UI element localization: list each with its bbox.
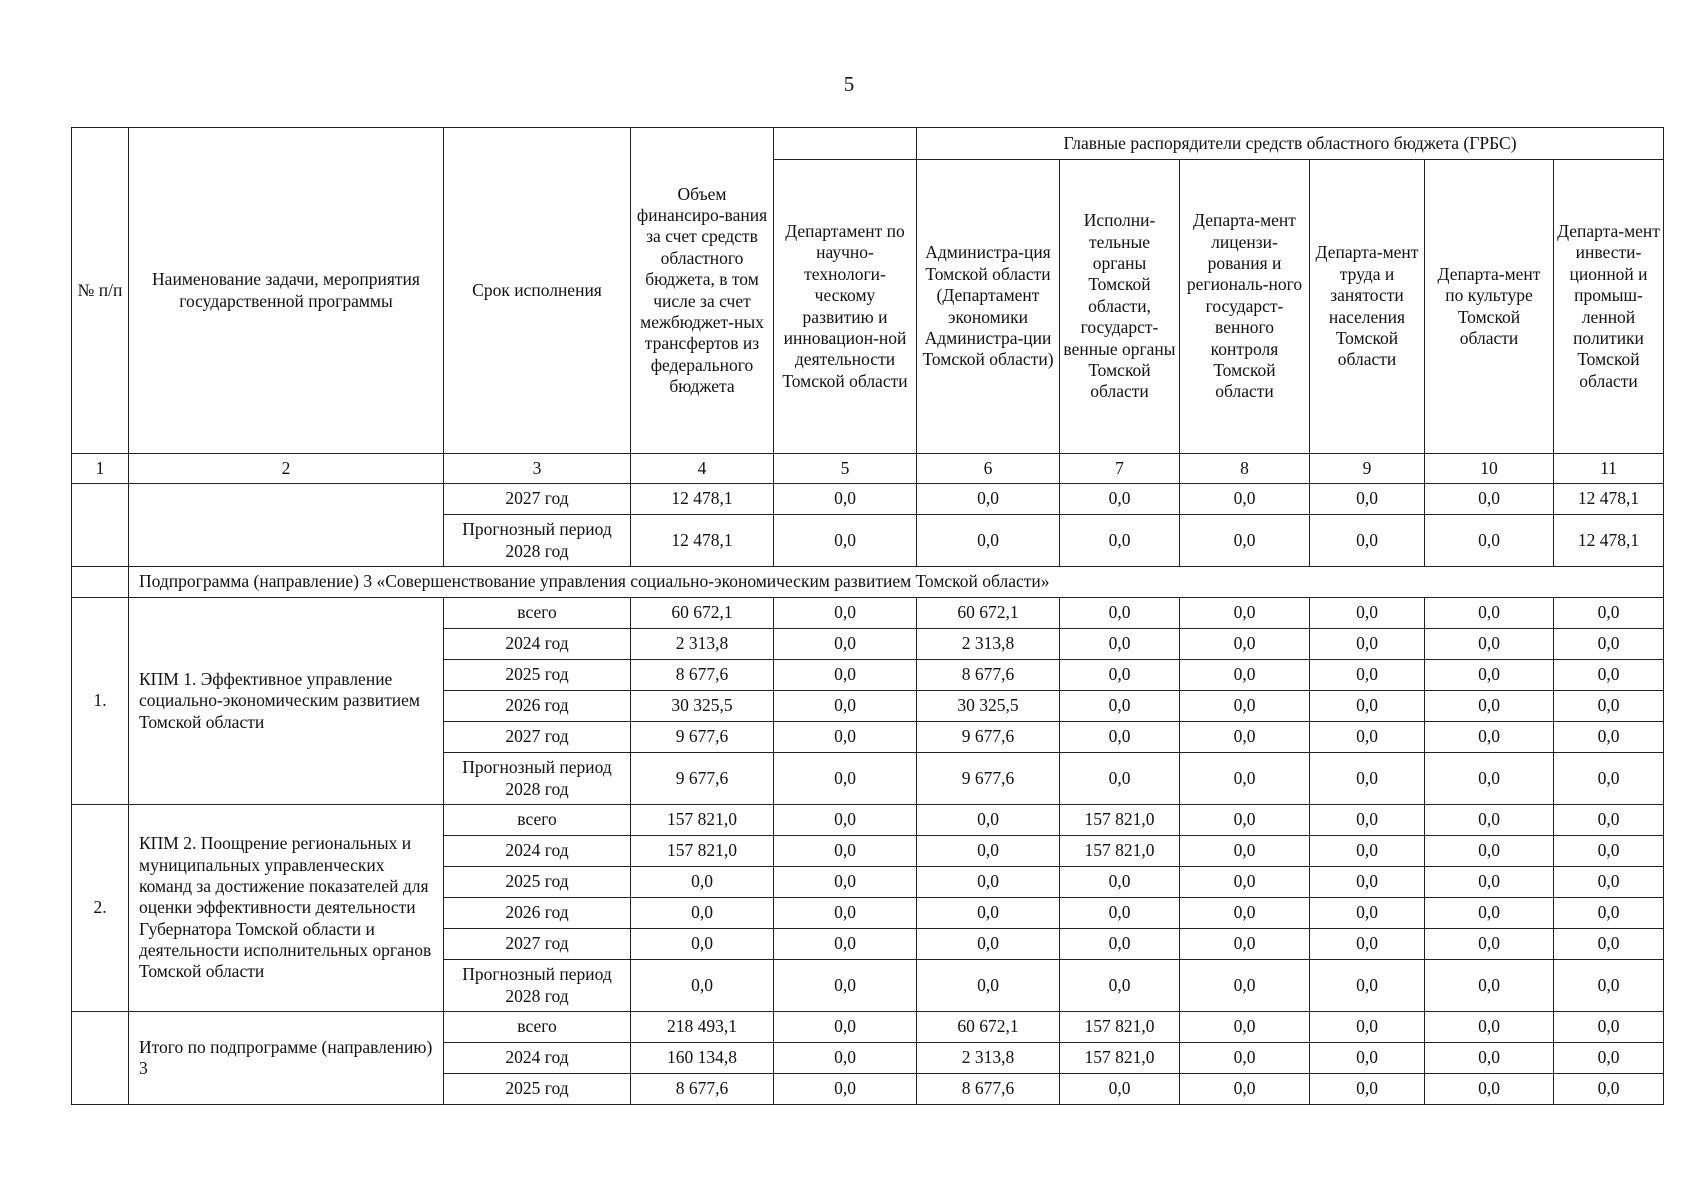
value-cell: 12 478,1 bbox=[1554, 515, 1664, 567]
value-cell: 0,0 bbox=[1180, 1043, 1310, 1074]
value-cell: 0,0 bbox=[1425, 898, 1554, 929]
value-cell: 0,0 bbox=[774, 1074, 917, 1105]
header-name: Наименование задачи, мероприятия государственной программы bbox=[129, 128, 444, 454]
value-cell: 0,0 bbox=[774, 753, 917, 805]
value-cell: 0,0 bbox=[774, 929, 917, 960]
value-cell: 0,0 bbox=[1425, 1012, 1554, 1043]
value-cell: 0,0 bbox=[1060, 753, 1180, 805]
value-cell: 0,0 bbox=[1180, 805, 1310, 836]
measure-name: КПМ 1. Эффективное управление социально-экономическим развитием Томской области bbox=[129, 598, 444, 805]
value-cell: 12 478,1 bbox=[631, 515, 774, 567]
value-cell: 157 821,0 bbox=[1060, 1043, 1180, 1074]
table-row bbox=[72, 598, 1664, 629]
value-cell: 0,0 bbox=[1180, 753, 1310, 805]
column-numbers-row bbox=[72, 454, 1664, 484]
column-number: 4 bbox=[631, 454, 774, 484]
value-cell: 0,0 bbox=[1554, 960, 1664, 1012]
value-cell: 0,0 bbox=[1060, 484, 1180, 515]
term-cell: 2027 год bbox=[444, 929, 631, 960]
column-number: 9 bbox=[1310, 454, 1425, 484]
value-cell: 0,0 bbox=[1180, 722, 1310, 753]
value-cell: 0,0 bbox=[917, 805, 1060, 836]
term-cell: 2025 год bbox=[444, 660, 631, 691]
value-cell: 0,0 bbox=[1554, 805, 1664, 836]
value-cell: 0,0 bbox=[1425, 960, 1554, 1012]
value-cell: 0,0 bbox=[774, 484, 917, 515]
value-cell: 0,0 bbox=[631, 867, 774, 898]
value-cell: 0,0 bbox=[1060, 629, 1180, 660]
value-cell: 0,0 bbox=[1554, 867, 1664, 898]
value-cell: 0,0 bbox=[1425, 691, 1554, 722]
value-cell: 157 821,0 bbox=[1060, 836, 1180, 867]
value-cell: 60 672,1 bbox=[917, 598, 1060, 629]
value-cell: 0,0 bbox=[1310, 1074, 1425, 1105]
value-cell: 218 493,1 bbox=[631, 1012, 774, 1043]
term-cell: 2027 год bbox=[444, 722, 631, 753]
value-cell: 0,0 bbox=[1554, 722, 1664, 753]
value-cell: 160 134,8 bbox=[631, 1043, 774, 1074]
value-cell: 0,0 bbox=[1425, 867, 1554, 898]
row-number: 2. bbox=[72, 805, 129, 1012]
row-number bbox=[72, 1012, 129, 1105]
value-cell: 0,0 bbox=[1310, 515, 1425, 567]
value-cell: 0,0 bbox=[1554, 598, 1664, 629]
page-number: 5 bbox=[843, 72, 855, 96]
value-cell: 0,0 bbox=[1425, 836, 1554, 867]
value-cell: 0,0 bbox=[1554, 1012, 1664, 1043]
value-cell: 0,0 bbox=[1060, 867, 1180, 898]
term-cell: Прогнозный период 2028 год bbox=[444, 753, 631, 805]
term-cell: всего bbox=[444, 805, 631, 836]
value-cell: 0,0 bbox=[1425, 929, 1554, 960]
header-col-10: Департа-мент по культуре Томской области bbox=[1425, 160, 1554, 454]
value-cell: 0,0 bbox=[1310, 629, 1425, 660]
value-cell: 157 821,0 bbox=[1060, 805, 1180, 836]
column-number: 5 bbox=[774, 454, 917, 484]
value-cell: 9 677,6 bbox=[917, 722, 1060, 753]
value-cell: 157 821,0 bbox=[631, 805, 774, 836]
value-cell: 30 325,5 bbox=[917, 691, 1060, 722]
value-cell: 0,0 bbox=[774, 867, 917, 898]
value-cell: 0,0 bbox=[1060, 598, 1180, 629]
value-cell: 0,0 bbox=[774, 960, 917, 1012]
value-cell: 0,0 bbox=[1310, 660, 1425, 691]
column-number: 8 bbox=[1180, 454, 1310, 484]
value-cell: 0,0 bbox=[1310, 598, 1425, 629]
subprogram-title: Подпрограмма (направление) 3 «Совершенствование управления социально-экономическим развитием Томской области» bbox=[129, 567, 1664, 598]
value-cell: 0,0 bbox=[631, 898, 774, 929]
value-cell: 0,0 bbox=[1554, 898, 1664, 929]
value-cell: 0,0 bbox=[631, 929, 774, 960]
column-number: 3 bbox=[444, 454, 631, 484]
value-cell: 0,0 bbox=[1310, 867, 1425, 898]
column-number: 10 bbox=[1425, 454, 1554, 484]
value-cell: 0,0 bbox=[917, 836, 1060, 867]
value-cell: 12 478,1 bbox=[1554, 484, 1664, 515]
value-cell: 2 313,8 bbox=[631, 629, 774, 660]
value-cell: 0,0 bbox=[1310, 805, 1425, 836]
value-cell: 0,0 bbox=[1554, 660, 1664, 691]
value-cell: 157 821,0 bbox=[631, 836, 774, 867]
value-cell: 0,0 bbox=[1180, 660, 1310, 691]
row-number: 1. bbox=[72, 598, 129, 805]
column-number: 6 bbox=[917, 454, 1060, 484]
value-cell: 0,0 bbox=[1310, 1043, 1425, 1074]
value-cell: 0,0 bbox=[1060, 691, 1180, 722]
term-cell: Прогнозный период 2028 год bbox=[444, 515, 631, 567]
column-number: 7 bbox=[1060, 454, 1180, 484]
term-cell: 2027 год bbox=[444, 484, 631, 515]
value-cell: 0,0 bbox=[1180, 629, 1310, 660]
table-header bbox=[72, 128, 1664, 454]
value-cell: 0,0 bbox=[1180, 867, 1310, 898]
value-cell: 0,0 bbox=[917, 867, 1060, 898]
value-cell: 0,0 bbox=[774, 629, 917, 660]
value-cell: 0,0 bbox=[1425, 1074, 1554, 1105]
header-blank bbox=[774, 128, 917, 160]
value-cell: 0,0 bbox=[774, 1043, 917, 1074]
value-cell: 0,0 bbox=[1425, 805, 1554, 836]
value-cell: 0,0 bbox=[1060, 929, 1180, 960]
value-cell: 0,0 bbox=[1060, 898, 1180, 929]
value-cell: 0,0 bbox=[774, 898, 917, 929]
term-cell: 2024 год bbox=[444, 629, 631, 660]
value-cell: 157 821,0 bbox=[1060, 1012, 1180, 1043]
measure-name: Итого по подпрограмме (направлению) 3 bbox=[129, 1012, 444, 1105]
value-cell: 8 677,6 bbox=[917, 1074, 1060, 1105]
row-name-cell bbox=[129, 484, 444, 567]
value-cell: 0,0 bbox=[774, 722, 917, 753]
value-cell: 60 672,1 bbox=[917, 1012, 1060, 1043]
column-number: 1 bbox=[72, 454, 129, 484]
value-cell: 0,0 bbox=[1554, 1074, 1664, 1105]
value-cell: 12 478,1 bbox=[631, 484, 774, 515]
table-row bbox=[72, 484, 1664, 515]
term-cell: 2024 год bbox=[444, 836, 631, 867]
value-cell: 0,0 bbox=[1554, 929, 1664, 960]
value-cell: 0,0 bbox=[774, 836, 917, 867]
budget-table bbox=[71, 127, 1664, 1105]
term-cell: всего bbox=[444, 598, 631, 629]
value-cell: 0,0 bbox=[1060, 722, 1180, 753]
subprogram-row bbox=[72, 567, 1664, 598]
value-cell: 0,0 bbox=[1310, 836, 1425, 867]
term-cell: всего bbox=[444, 1012, 631, 1043]
value-cell: 0,0 bbox=[917, 960, 1060, 1012]
value-cell: 2 313,8 bbox=[917, 1043, 1060, 1074]
value-cell: 0,0 bbox=[1425, 660, 1554, 691]
value-cell: 0,0 bbox=[1060, 660, 1180, 691]
term-cell: Прогнозный период 2028 год bbox=[444, 960, 631, 1012]
value-cell: 0,0 bbox=[1425, 1043, 1554, 1074]
value-cell: 0,0 bbox=[1310, 929, 1425, 960]
value-cell: 0,0 bbox=[1310, 960, 1425, 1012]
value-cell: 0,0 bbox=[1554, 691, 1664, 722]
row-num-cell bbox=[72, 484, 129, 567]
value-cell: 8 677,6 bbox=[631, 1074, 774, 1105]
value-cell: 0,0 bbox=[1425, 515, 1554, 567]
value-cell: 0,0 bbox=[774, 515, 917, 567]
value-cell: 0,0 bbox=[1180, 898, 1310, 929]
header-col-9: Департа-мент труда и занятости населения Томской области bbox=[1310, 160, 1425, 454]
value-cell: 0,0 bbox=[1554, 753, 1664, 805]
value-cell: 0,0 bbox=[1310, 691, 1425, 722]
value-cell: 30 325,5 bbox=[631, 691, 774, 722]
value-cell: 0,0 bbox=[1180, 960, 1310, 1012]
header-grbs: Главные распорядители средств областного бюджета (ГРБС) bbox=[917, 128, 1664, 160]
value-cell: 0,0 bbox=[631, 960, 774, 1012]
value-cell: 0,0 bbox=[1060, 960, 1180, 1012]
value-cell: 0,0 bbox=[1310, 753, 1425, 805]
subprogram-num-cell bbox=[72, 567, 129, 598]
value-cell: 0,0 bbox=[774, 805, 917, 836]
value-cell: 60 672,1 bbox=[631, 598, 774, 629]
measure-name: КПМ 2. Поощрение региональных и муниципальных управленческих команд за достижение показателей для оценки эффективности деятельности Губернатора Томской области и деятельности исполнительных органов Томской области bbox=[129, 805, 444, 1012]
value-cell: 9 677,6 bbox=[631, 753, 774, 805]
term-cell: 2025 год bbox=[444, 1074, 631, 1105]
value-cell: 0,0 bbox=[1180, 1074, 1310, 1105]
value-cell: 0,0 bbox=[1554, 629, 1664, 660]
value-cell: 0,0 bbox=[1060, 515, 1180, 567]
value-cell: 0,0 bbox=[1180, 929, 1310, 960]
value-cell: 0,0 bbox=[1180, 691, 1310, 722]
value-cell: 0,0 bbox=[1060, 1074, 1180, 1105]
value-cell: 8 677,6 bbox=[917, 660, 1060, 691]
value-cell: 0,0 bbox=[1425, 629, 1554, 660]
term-cell: 2026 год bbox=[444, 898, 631, 929]
term-cell: 2026 год bbox=[444, 691, 631, 722]
value-cell: 0,0 bbox=[1310, 1012, 1425, 1043]
value-cell: 0,0 bbox=[1180, 598, 1310, 629]
value-cell: 0,0 bbox=[774, 691, 917, 722]
value-cell: 0,0 bbox=[774, 660, 917, 691]
value-cell: 2 313,8 bbox=[917, 629, 1060, 660]
value-cell: 0,0 bbox=[1425, 753, 1554, 805]
value-cell: 0,0 bbox=[1310, 722, 1425, 753]
header-col-6: Администра-ция Томской области (Департамент экономики Администра-ции Томской области) bbox=[917, 160, 1060, 454]
value-cell: 0,0 bbox=[1310, 898, 1425, 929]
header-col-11: Департа-мент инвести-ционной и промыш-ленной политики Томской области bbox=[1554, 160, 1664, 454]
header-term: Срок исполнения bbox=[444, 128, 631, 454]
value-cell: 0,0 bbox=[1425, 722, 1554, 753]
header-volume: Объем финансиро-вания за счет средств областного бюджета, в том числе за счет межбюджет-ных трансфертов из федерального бюджета bbox=[631, 128, 774, 454]
value-cell: 0,0 bbox=[917, 515, 1060, 567]
term-cell: 2024 год bbox=[444, 1043, 631, 1074]
table-row bbox=[72, 1012, 1664, 1043]
value-cell: 0,0 bbox=[774, 598, 917, 629]
value-cell: 0,0 bbox=[1554, 1043, 1664, 1074]
header-col-5: Департамент по научно-технологи-ческому развитию и инновацион-ной деятельности Томской области bbox=[774, 160, 917, 454]
value-cell: 0,0 bbox=[1425, 484, 1554, 515]
value-cell: 0,0 bbox=[1425, 598, 1554, 629]
value-cell: 0,0 bbox=[774, 1012, 917, 1043]
value-cell: 0,0 bbox=[1180, 515, 1310, 567]
header-num: № п/п bbox=[72, 128, 129, 454]
value-cell: 0,0 bbox=[1180, 484, 1310, 515]
header-col-7: Исполни-тельные органы Томской области, государст-венные органы Томской области bbox=[1060, 160, 1180, 454]
value-cell: 0,0 bbox=[917, 484, 1060, 515]
table-body bbox=[72, 454, 1664, 1105]
value-cell: 0,0 bbox=[917, 929, 1060, 960]
value-cell: 0,0 bbox=[1310, 484, 1425, 515]
value-cell: 9 677,6 bbox=[917, 753, 1060, 805]
value-cell: 0,0 bbox=[1180, 1012, 1310, 1043]
value-cell: 9 677,6 bbox=[631, 722, 774, 753]
column-number: 2 bbox=[129, 454, 444, 484]
value-cell: 0,0 bbox=[1554, 836, 1664, 867]
value-cell: 0,0 bbox=[1180, 836, 1310, 867]
column-number: 11 bbox=[1554, 454, 1664, 484]
header-col-8: Департа-мент лицензи-рования и региональ-ного государст-венного контроля Томской области bbox=[1180, 160, 1310, 454]
value-cell: 0,0 bbox=[917, 898, 1060, 929]
value-cell: 8 677,6 bbox=[631, 660, 774, 691]
table-row bbox=[72, 805, 1664, 836]
term-cell: 2025 год bbox=[444, 867, 631, 898]
